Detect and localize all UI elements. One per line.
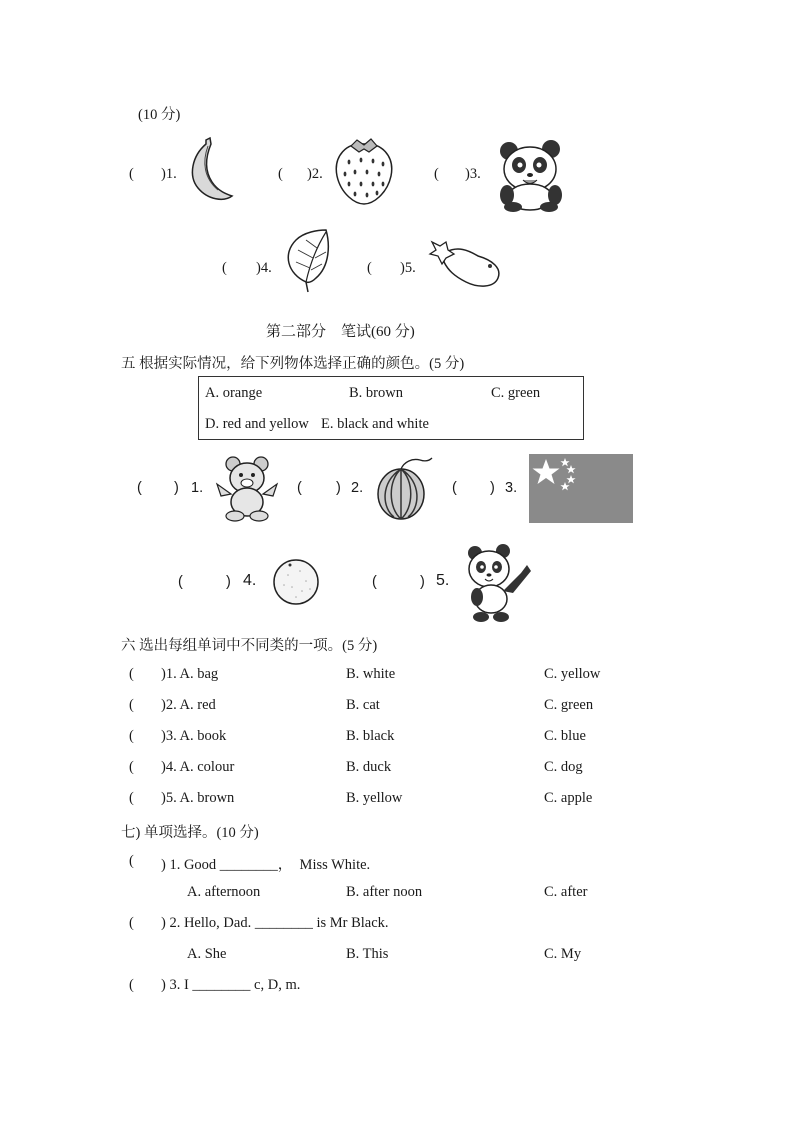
option-b: B. yellow [346,790,403,806]
option-b: B. cat [346,697,380,713]
answer-paren-open[interactable]: ( [137,480,142,496]
option-b: B. black [346,728,395,744]
panda-waving-icon [463,543,533,625]
eggplant-icon [428,236,504,290]
answer-paren-open[interactable]: ( [129,759,134,775]
section-score: (10 分) [138,107,181,123]
item-number: 2. [351,480,364,496]
item-number: 1. [191,480,204,496]
option-a: )1. A. bag [161,666,219,682]
answer-paren-open[interactable]: ( [367,260,372,276]
option-a: )5. A. brown [161,790,235,806]
answer-paren-close: ) [336,480,341,496]
part-title: 第二部分 笔试(60 分) [266,324,415,340]
item-number: )1. [161,166,177,182]
option-c: C. apple [544,790,593,806]
answer-paren-open[interactable]: ( [129,915,134,931]
option-b: B. white [346,666,396,682]
panda-icon [497,139,565,213]
watermelon-icon [374,456,436,522]
bear-icon [213,454,281,522]
answer-paren-open[interactable]: ( [129,790,134,806]
section-title: 六 选出每组单词中不同类的一项。(5 分) [121,638,378,654]
option-a: A. afternoon [187,884,261,900]
option-c: C. dog [544,759,583,775]
orange-fruit-icon [270,557,322,607]
answer-paren-open[interactable]: ( [278,166,283,182]
answer-paren-open[interactable]: ( [129,666,134,682]
question-stem: ) 3. I ________ c, D, m. [161,977,301,993]
answer-paren-open[interactable]: ( [129,853,134,869]
option-d: D. red and yellow [205,416,309,432]
option-e: E. black and white [321,416,429,432]
leaf-icon [282,228,332,294]
strawberry-icon [333,136,395,206]
item-number: 3. [505,480,518,496]
option-a: )2. A. red [161,697,216,713]
answer-paren-open[interactable]: ( [129,977,134,993]
option-c: C. after [544,884,588,900]
banana-icon [184,136,236,202]
item-number: )2. [307,166,323,182]
option-c: C. green [544,697,594,713]
section-title: 七) 单项选择。(10 分) [121,825,259,841]
option-b: B. brown [349,385,403,401]
option-a: A. She [187,946,227,962]
item-number: )3. [465,166,481,182]
answer-paren-close: ) [490,480,495,496]
item-number: )4. [256,260,272,276]
option-b: B. after noon [346,884,423,900]
answer-paren-close: ) [174,480,179,496]
option-a: )3. A. book [161,728,227,744]
answer-paren-close: ) [226,574,231,590]
answer-paren-open[interactable]: ( [178,574,183,590]
option-a: )4. A. colour [161,759,235,775]
option-c: C. green [491,385,541,401]
item-number: 5. [436,572,450,589]
option-c: C. blue [544,728,586,744]
answer-paren-open[interactable]: ( [372,574,377,590]
answer-paren-open[interactable]: ( [452,480,457,496]
section-title: 五 根据实际情况，给下列物体选择正确的颜色。(5 分) [121,356,465,372]
options-box [198,376,584,440]
option-a: A. orange [205,385,263,401]
answer-paren-close: ) [420,574,425,590]
answer-paren-open[interactable]: ( [129,728,134,744]
answer-paren-open[interactable]: ( [129,166,134,182]
option-c: C. yellow [544,666,601,682]
option-b: B. duck [346,759,392,775]
china-flag-icon [529,454,633,523]
option-c: C. My [544,946,582,962]
answer-paren-open[interactable]: ( [222,260,227,276]
question-stem: ) 1. Good ________， Miss White. [161,857,371,873]
item-number: )5. [400,260,416,276]
answer-paren-open[interactable]: ( [129,697,134,713]
item-number: 4. [243,572,257,589]
option-b: B. This [346,946,389,962]
answer-paren-open[interactable]: ( [434,166,439,182]
question-stem: ) 2. Hello, Dad. ________ is Mr Black. [161,915,389,931]
answer-paren-open[interactable]: ( [297,480,302,496]
